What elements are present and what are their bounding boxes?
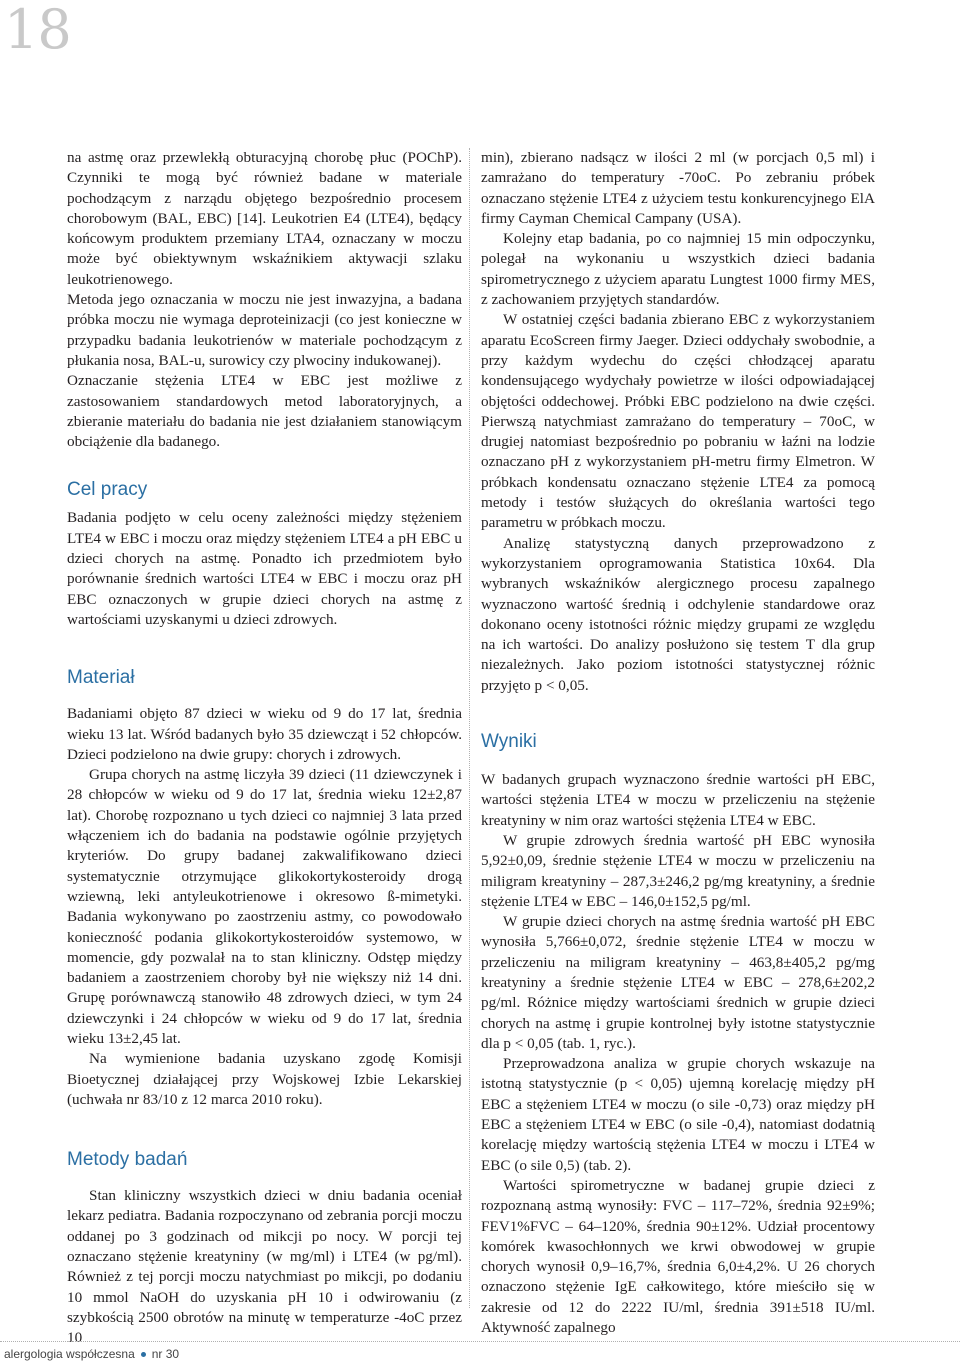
paragraph-material-2: Grupa chorych na astmę liczyła 39 dzieci (11 dziewczynek i 28 chłopców w wieku od 9 do 17 lat, średnia wieku 12±2,87 lat). Chorobę rozpoznano u tych dzieci co najmniej 3 lata przed włączeniem ich do badania na podstawie ogólnie przyjętych kryteriów. Do grupy badanej zakwalifikowano dzieci systematycznie otrzymujące glikokortykosteroidy drogą wziewną, leki antyleukotrienowe i okresowo ß-mimetyki. Badania wykonywano po zaostrzeniu astmy, co powodowało konieczność podania glikokortykosteroidów systemowo, w momencie, gdy pozwalał na to stan kliniczny. Odstęp między badaniem a zaostrzeniem choroby był nie większy niż 14 dni. Grupę porównawczą stanowiło 48 zdrowych dzieci, w tym 24 dziewczynki i 24 chłopców w wieku od 9 do 17 lat, średnia wieku 13±2,45 lat. — [67, 766, 462, 1047]
page-number: 18 — [4, 0, 71, 61]
column-divider — [469, 148, 470, 1308]
paragraph-ebc-collection: W ostatniej części badania zbierano EBC z wykorzystaniem aparatu EcoScreen firmy Jaeger. Dzieci oddychały swobodnie, a przy każdym wydechu do części chłodzącej aparatu kondensującego wydychały powietrze w ilości odpowiadającej objętości oddechowej. Próbki EBC podzielono na dwie części. Pierwszą natychmiast zamrażano do temperatury – 70oC, w drugiej natomiast bezpośrednio po pobraniu w łaźni na lodzie oznaczano pH z wykorzystaniem pH-metru firmy Elmetron. W próbkach kondensatu oznaczano stężenie LTE4 za pomocą metody i testów służących do określania wartości tego parametru w próbkach moczu. — [481, 311, 875, 532]
paragraph-method-ebc: Oznaczanie stężenia LTE4 w EBC jest możliwe z zastosowaniem standardowych metod laboratoryjnych, a zbieranie materiału do badania nie jest działaniem stanowiącym obciążenie dla badanego. — [67, 372, 462, 451]
paragraph-results-asthma: W grupie dzieci chorych na astmę średnia wartość pH EBC wynosiła 5,766±0,072, średnie stężenie LTE4 w moczu w przeliczeniu na miligram kreatyniny – 463,8±405,2 pg/mg kreatyniny a średnie stężenie LTE4 w EBC – 278,6±202,2 pg/ml. Różnice między wartościami średnich w grupie dzieci chorych na astmę i grupie kontrolnej były istotne statystycznie dla p < 0,05 (tab. 1, ryc.). — [481, 913, 875, 1052]
paragraph-method-urine: Metoda jego oznaczania w moczu nie jest inwazyjna, a badana próbka moczu nie wymaga deproteinizacji (co jest konieczne w przypadku badania leukotrienów w materiale pochodzącym z płukania nosa, BAL-u, surowicy czy plwociny indukowanej). — [67, 291, 462, 369]
left-column — [67, 148, 462, 1349]
footer — [4, 1347, 179, 1361]
paragraph-continued: min), zbierano nadsącz w ilości 2 ml (w porcjach 0,5 ml) i zamrażano do temperatury -70oC. Po zebraniu próbek oznaczano stężenie LTE4 z użyciem testu konkurencyjnego ElA firmy Cayman Chemical Campany (USA). — [481, 149, 875, 227]
paragraph-spirometry: Kolejny etap badania, po co najmniej 15 min odpoczynku, polegał na wykonaniu u wszystkich dzieci badania spirometrycznego z użyciem aparatu Lungtest 1000 firmy MES, z zachowaniem przyjętych standardów. — [481, 230, 875, 309]
paragraph-statistics: Analizę statystyczną danych przeprowadzono z wykorzystaniem oprogramowania Statistica 10x64. Dla wybranych wskaźników alergicznego procesu zapalnego wyznaczono wartość średnią i odchylenie standardowe oraz dokonano oceny istotności różnic między grupami ze względu na ich wartości. Do analizy posłużono się testem T dla grup niezależnych. Jako poziom istotności statystycznej różnic przyjęto p < 0,05. — [481, 534, 875, 694]
paragraph-material-1: Badaniami objęto 87 dzieci w wieku od 9 do 17 lat, średnia wieku 13 lat. Wśród badanych było 35 dziewcząt i 52 chłopców. Dzieci podzielono na dwie grupy: chorych i zdrowych. — [67, 705, 462, 763]
paragraph-cel: Badania podjęto w celu oceny zależności między stężeniem LTE4 w EBC i moczu oraz między stężeniem LTE4 a pH EBC u dzieci chorych na astmę. Ponadto ich przedmiotem było porównanie średnich wartości LTE4 w EBC i moczu oraz pH EBC oznaczonych w grupie dzieci chorych na astmę z wartościami uzyskanymi u dzieci zdrowych. — [67, 509, 462, 628]
paragraph-metody-1: Stan kliniczny wszystkich dzieci w dniu badania oceniał lekarz pediatra. Badania rozpoczynano od zebrania porcji moczu oddanej po 3 godzinach od mikcji po nocy. W porcji tej oznaczano stężenie kreatyniny (w mg/ml) i LTE4 (w pg/ml). Również z tej porcji moczu natychmiast po mikcji, po dodaniu 10 mmol NaOH do uzyskania pH 10 i odwirowaniu (z szybkością 2500 obrotów na minutę w temperaturze -4oC przez 10 — [67, 1187, 462, 1347]
heading-metody-badan: Metody badań — [67, 1149, 188, 1171]
paragraph-results-1: W badanych grupach wyznaczono średnie wartości pH EBC, wartości stężenia LTE4 w moczu w przeliczeniu na stężenie kreatyniny w nim oraz wartości stężenia LTE4 w EBC. — [481, 771, 875, 829]
paragraph-correlation: Przeprowadzona analiza w grupie chorych wskazuje na istotną statystycznie (p < 0,05) ujemną korelację między pH EBC a stężeniem LTE4 w moczu (o sile -0,73) oraz między pH EBC a stężeniem LTE4 w EBC (o sile -0,4), natomiast dodatnią korelację między wartością stężenia LTE4 w moczu i LTE4 w EBC (o sile 0,5) (tab. 2). — [481, 1055, 875, 1174]
paragraph-material-3: Na wymienione badania uzyskano zgodę Komisji Bioetycznej działającej przy Wojskowej Izbie Lekarskiej (uchwała nr 83/10 z 12 marca 2010 roku). — [67, 1050, 462, 1108]
heading-material: Materiał — [67, 667, 135, 689]
issue-number: nr 30 — [151, 1347, 180, 1361]
heading-wyniki: Wyniki — [481, 731, 537, 753]
right-column — [481, 148, 875, 1338]
paragraph-intro: na astmę oraz przewlekłą obturacyjną chorobę płuc (POChP). Czynniki te mogą być również badane w materiale pochodzącym z narządu objętego bezpośrednio procesem chorobowym (BAL, EBC) [14]. Leukotrien E4 (LTE4), będący końcowym produktem przemiany LTA4, oznaczany w moczu może być obiektywnym wskaźnikiem aktywacji szlaku leukotrienowego. — [67, 149, 462, 288]
journal-name: alergologia współczesna — [4, 1347, 135, 1361]
heading-cel-pracy: Cel pracy — [67, 479, 148, 501]
paragraph-results-healthy: W grupie zdrowych średnia wartość pH EBC wynosiła 5,92±0,09, średnie stężenie LTE4 w moczu w przeliczeniu na miligram kreatyniny – 287,3±246,2 pg/mg kreatyniny, a średnie stężenie LTE4 w EBC – 146,0±152,5 pg/ml. — [481, 831, 875, 910]
footer-divider — [0, 1341, 960, 1342]
bullet-icon — [141, 1352, 146, 1357]
paragraph-spirometry-values: Wartości spirometryczne w badanej grupie dzieci z rozpoznaną astmą wynosiły: FVC – 117–72%, średnia 92±9%; FEV1%FVC – 64–120%, średnia 90±12%. Udział procentowy komórek kwasochłonnych we krwi obwodowej w grupie chorych wynosił 0,9–16,7%, średnia 6,0±4,2%. U 26 chorych oznaczono stężenie IgE całkowitego, które mieściło się w zakresie od 12 do 2222 IU/ml, średnia 391±518 IU/ml. Aktywność zapalnego — [481, 1176, 875, 1337]
